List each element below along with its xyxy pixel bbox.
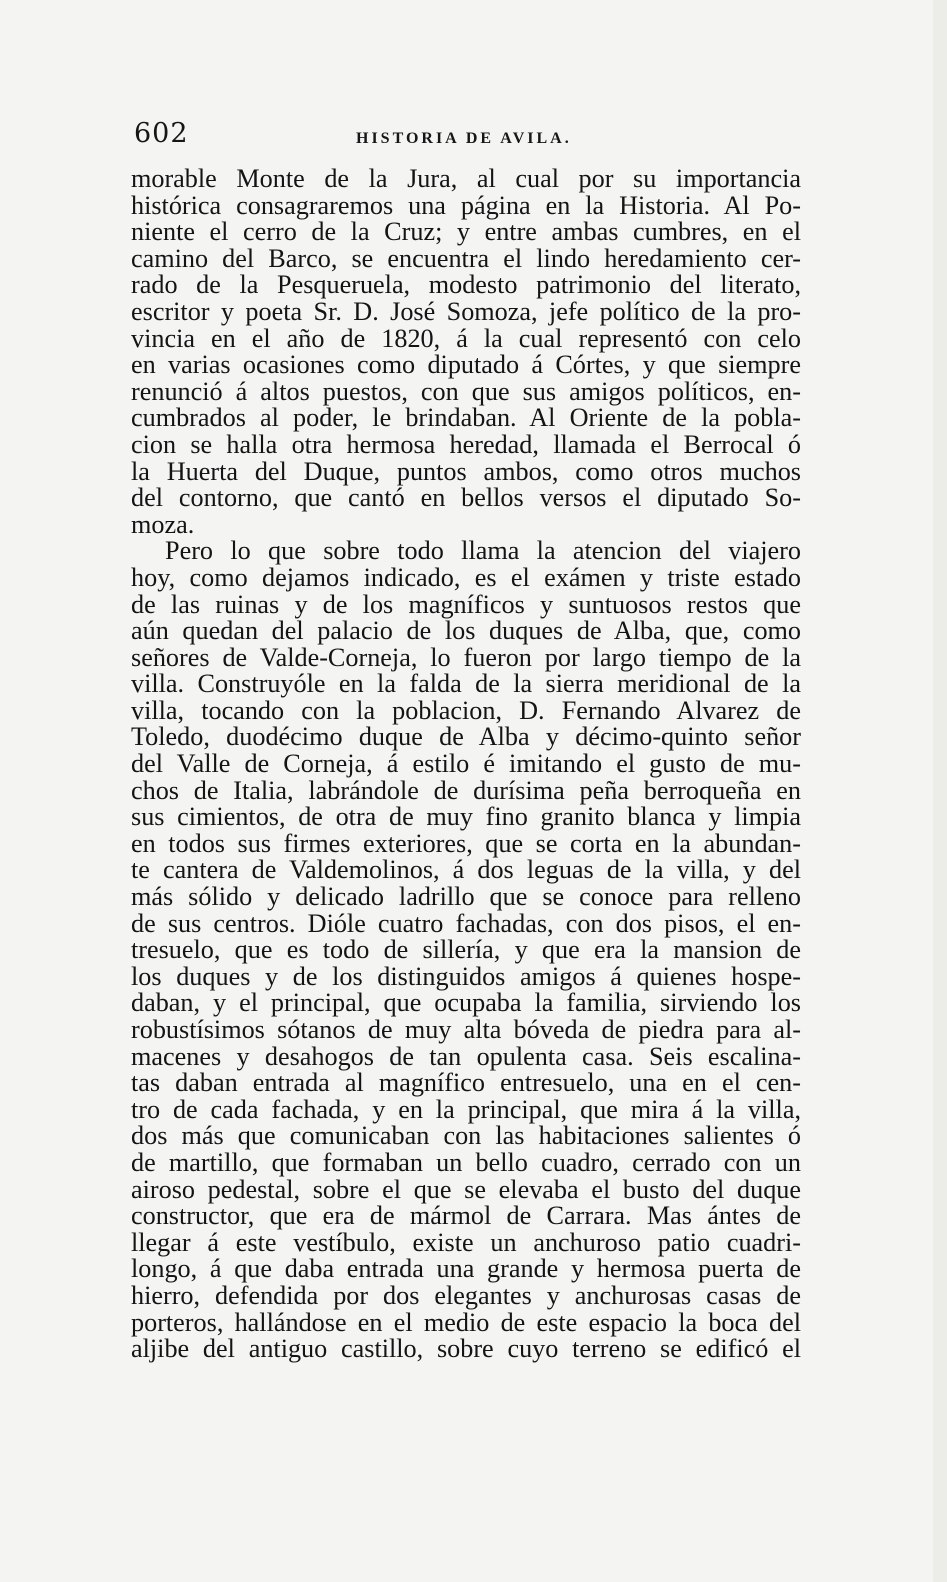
text-line: del contorno, que cantó en bellos versos el diputado So- [131, 483, 801, 513]
text-line: hierro, defendida por dos elegantes y anchurosas casas de [131, 1280, 801, 1310]
text-line: sus cimientos, de otra de muy fino granito blanca y limpia [131, 802, 801, 832]
text-line: tresuelo, que es todo de sillería, y que era la mansion de [131, 935, 801, 965]
running-title: HISTORIA DE AVILA. [356, 130, 572, 147]
text-line: aljibe del antiguo castillo, sobre cuyo terreno se edificó el [131, 1334, 801, 1364]
text-line: de martillo, que formaban un bello cuadro, cerrado con un [131, 1147, 801, 1177]
text-line: airoso pedestal, sobre el que se elevaba el busto del duque [131, 1174, 801, 1204]
text-line: tro de cada fachada, y en la principal, que mira á la villa, [131, 1094, 801, 1124]
page-edge [933, 0, 947, 1582]
text-line: tas daban entrada al magnífico entresuelo, una en el cen- [131, 1068, 801, 1098]
text-line: dos más que comunicaban con las habitaciones salientes ó [131, 1121, 801, 1151]
text-line: daban, y el principal, que ocupaba la familia, sirviendo los [131, 988, 801, 1018]
text-line: en varias ocasiones como diputado á Córtes, y que siempre [131, 350, 801, 380]
text-line: más sólido y delicado ladrillo que se conoce para relleno [131, 882, 801, 912]
text-line: niente el cerro de la Cruz; y entre ambas cumbres, en el [131, 217, 801, 247]
text-line: señores de Valde-Corneja, lo fueron por largo tiempo de la [131, 642, 801, 672]
text-line: en todos sus firmes exteriores, que se corta en la abundan- [131, 828, 801, 858]
text-line: camino del Barco, se encuentra el lindo heredamiento cer- [131, 243, 801, 273]
text-line: del Valle de Corneja, á estilo é imitando el gusto de mu- [131, 749, 801, 779]
text-line: histórica consagraremos una página en la Historia. Al Po- [131, 190, 801, 220]
text-line: Toledo, duodécimo duque de Alba y décimo-quinto señor [131, 722, 801, 752]
text-line: renunció á altos puestos, con que sus amigos políticos, en- [131, 376, 801, 406]
text-line: constructor, que era de mármol de Carrara. Mas ántes de [131, 1201, 801, 1231]
body-text [131, 166, 801, 1363]
text-line: chos de Italia, labrándole de durísima peña berroqueña en [131, 775, 801, 805]
text-line: vincia en el año de 1820, á la cual representó con celo [131, 323, 801, 353]
text-line: escritor y poeta Sr. D. José Somoza, jefe político de la pro- [131, 296, 801, 326]
text-line: robustísimos sótanos de muy alta bóveda de piedra para al- [131, 1015, 801, 1044]
page-header [128, 118, 808, 158]
text-line: llegar á este vestíbulo, existe un anchuroso patio cuadri- [131, 1227, 801, 1257]
page-number: 602 [134, 118, 189, 149]
text-line: morable Monte de la Jura, al cual por su importancia [131, 164, 801, 193]
paragraph-start-line: Pero lo que sobre todo llama la atencion del viajero [165, 536, 801, 566]
text-line: longo, á que daba entrada una grande y hermosa puerta de [131, 1254, 801, 1284]
text-line: rado de la Pesqueruela, modesto patrimonio del literato, [131, 270, 801, 300]
text-line: villa. Construyóle en la falda de la sierra meridional de la [131, 669, 801, 699]
text-line: de las ruinas y de los magníficos y suntuosos restos que [131, 589, 801, 619]
paragraph-end-line: moza. [131, 509, 195, 539]
text-line: hoy, como dejamos indicado, es el exámen y triste estado [131, 562, 801, 592]
text-line: cumbrados al poder, le brindaban. Al Oriente de la pobla- [131, 403, 801, 433]
text-line: de sus centros. Dióle cuatro fachadas, con dos pisos, el en- [131, 908, 801, 938]
text-line: cion se halla otra hermosa heredad, llamada el Berrocal ó [131, 429, 801, 459]
text-line: aún quedan del palacio de los duques de Alba, que, como [131, 616, 801, 646]
text-line: macenes y desahogos de tan opulenta casa. Seis escalina- [131, 1041, 801, 1071]
text-line: porteros, hallándose en el medio de este espacio la boca del [131, 1307, 801, 1337]
text-line: la Huerta del Duque, puntos ambos, como otros muchos [131, 456, 801, 486]
text-line: villa, tocando con la poblacion, D. Fernando Alvarez de [131, 695, 801, 725]
text-line: te cantera de Valdemolinos, á dos leguas de la villa, y del [131, 855, 801, 885]
text-line: los duques y de los distinguidos amigos á quienes hospe- [131, 961, 801, 991]
